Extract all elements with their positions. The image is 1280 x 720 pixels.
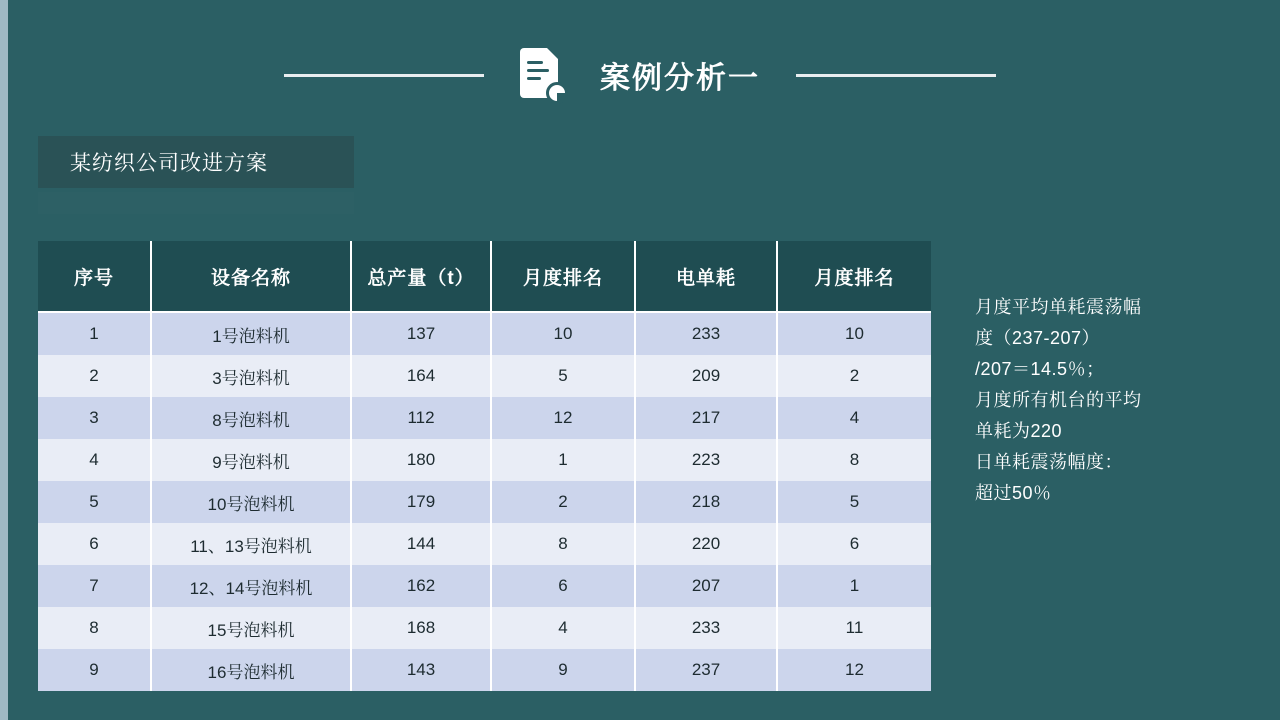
side-note-line: 月度所有机台的平均 <box>975 390 1142 410</box>
cell-index: 6 <box>38 523 151 565</box>
side-note-line: 超过50％ <box>975 483 1052 503</box>
cell-index: 1 <box>38 312 151 355</box>
cell-equipment-name: 11、13号泡料机 <box>151 523 351 565</box>
cell-total-output: 179 <box>351 481 491 523</box>
cell-monthly-rank-power: 12 <box>777 649 931 691</box>
document-text-line <box>527 61 543 64</box>
table-row <box>38 523 931 565</box>
cell-monthly-rank-power: 2 <box>777 355 931 397</box>
cell-total-output: 112 <box>351 397 491 439</box>
cell-equipment-name: 8号泡料机 <box>151 397 351 439</box>
cell-equipment-name: 9号泡料机 <box>151 439 351 481</box>
cell-unit-power: 217 <box>635 397 777 439</box>
cell-total-output: 180 <box>351 439 491 481</box>
cell-monthly-rank-output: 8 <box>491 523 635 565</box>
subtitle-chip <box>38 136 354 188</box>
table-header <box>38 241 931 312</box>
cell-unit-power: 223 <box>635 439 777 481</box>
side-note <box>975 292 1215 509</box>
cell-index: 3 <box>38 397 151 439</box>
cell-monthly-rank-output: 6 <box>491 565 635 607</box>
cell-monthly-rank-power: 8 <box>777 439 931 481</box>
cell-index: 5 <box>38 481 151 523</box>
cell-monthly-rank-power: 10 <box>777 312 931 355</box>
cell-monthly-rank-power: 6 <box>777 523 931 565</box>
cell-index: 7 <box>38 565 151 607</box>
equipment-data-table <box>38 241 931 691</box>
document-fold-shape <box>547 48 558 59</box>
cell-index: 9 <box>38 649 151 691</box>
document-chart-icon <box>520 48 566 102</box>
side-note-line: 月度平均单耗震荡幅 <box>975 297 1142 317</box>
table-row <box>38 481 931 523</box>
cell-monthly-rank-output: 12 <box>491 397 635 439</box>
cell-monthly-rank-power: 1 <box>777 565 931 607</box>
cell-unit-power: 237 <box>635 649 777 691</box>
table-body <box>38 312 931 691</box>
table-row <box>38 649 931 691</box>
cell-total-output: 162 <box>351 565 491 607</box>
cell-monthly-rank-power: 4 <box>777 397 931 439</box>
page-title: 案例分析一 <box>600 62 760 95</box>
cell-total-output: 144 <box>351 523 491 565</box>
table-header-row <box>38 241 931 312</box>
cell-index: 4 <box>38 439 151 481</box>
header-rule-left <box>284 74 484 77</box>
cell-monthly-rank-output: 5 <box>491 355 635 397</box>
table-row <box>38 397 931 439</box>
column-header-equipment-name: 设备名称 <box>151 241 351 312</box>
side-note-line: /207＝14.5％； <box>975 359 1105 379</box>
cell-equipment-name: 15号泡料机 <box>151 607 351 649</box>
column-header-unit-power: 电单耗 <box>635 241 777 312</box>
cell-index: 2 <box>38 355 151 397</box>
cell-unit-power: 207 <box>635 565 777 607</box>
data-table-container <box>38 241 931 691</box>
slide-header <box>0 40 1280 110</box>
cell-total-output: 168 <box>351 607 491 649</box>
table-row <box>38 312 931 355</box>
side-note-line: 日单耗震荡幅度： <box>975 452 1123 472</box>
cell-equipment-name: 12、14号泡料机 <box>151 565 351 607</box>
side-note-line: 度（237-207） <box>975 328 1101 348</box>
cell-monthly-rank-output: 1 <box>491 439 635 481</box>
cell-equipment-name: 16号泡料机 <box>151 649 351 691</box>
cell-monthly-rank-power: 11 <box>777 607 931 649</box>
cell-monthly-rank-power: 5 <box>777 481 931 523</box>
cell-monthly-rank-output: 10 <box>491 312 635 355</box>
subtitle-chip-shadow <box>38 192 354 214</box>
cell-equipment-name: 1号泡料机 <box>151 312 351 355</box>
cell-unit-power: 220 <box>635 523 777 565</box>
cell-monthly-rank-output: 9 <box>491 649 635 691</box>
cell-total-output: 143 <box>351 649 491 691</box>
column-header-total-output: 总产量（t） <box>351 241 491 312</box>
table-row <box>38 565 931 607</box>
cell-unit-power: 209 <box>635 355 777 397</box>
column-header-monthly-rank-output: 月度排名 <box>491 241 635 312</box>
cell-unit-power: 233 <box>635 312 777 355</box>
side-note-line: 单耗为220 <box>975 421 1063 441</box>
subtitle-label: 某纺织公司改进方案 <box>70 152 268 175</box>
cell-equipment-name: 3号泡料机 <box>151 355 351 397</box>
cell-index: 8 <box>38 607 151 649</box>
cell-monthly-rank-output: 2 <box>491 481 635 523</box>
document-text-line <box>527 77 541 80</box>
cell-unit-power: 218 <box>635 481 777 523</box>
pie-chart-badge-icon <box>546 82 568 104</box>
cell-unit-power: 233 <box>635 607 777 649</box>
table-row <box>38 355 931 397</box>
cell-total-output: 137 <box>351 312 491 355</box>
cell-monthly-rank-output: 4 <box>491 607 635 649</box>
header-rule-right <box>796 74 996 77</box>
cell-equipment-name: 10号泡料机 <box>151 481 351 523</box>
cell-total-output: 164 <box>351 355 491 397</box>
document-text-line <box>527 69 549 72</box>
column-header-index: 序号 <box>38 241 151 312</box>
column-header-monthly-rank-power: 月度排名 <box>777 241 931 312</box>
table-row <box>38 439 931 481</box>
table-row <box>38 607 931 649</box>
